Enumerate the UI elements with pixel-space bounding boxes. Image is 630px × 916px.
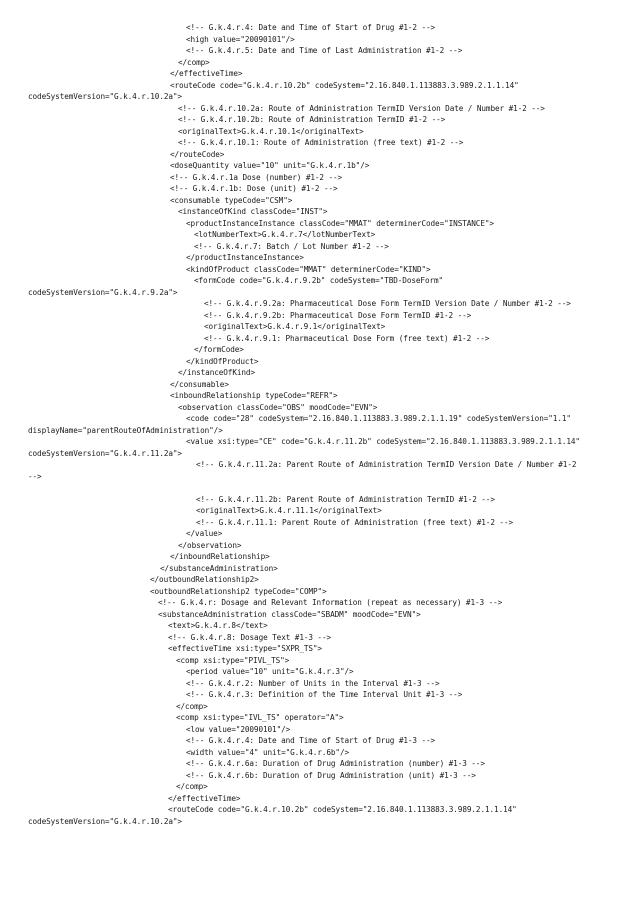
code-line: <comp xsi:type="PIVL_TS"> [176, 655, 290, 665]
code-line: <!-- G.k.4.r.10.1: Route of Administration (free text) #1-2 --> [178, 138, 464, 147]
code-line: <!-- G.k.4.r.10.2b: Route of Administration TermID #1-2 --> [178, 115, 446, 124]
code-line: </comp> [178, 57, 210, 67]
code-line: <kindOfProduct classCode="MMAT" determinerCode="KIND"> [186, 264, 431, 274]
code-line: <productInstanceInstance classCode="MMAT" determinerCode="INSTANCE"> [186, 218, 494, 228]
code-line: <!-- G.k.4.r.9.1: Pharmaceutical Dose Form (free text) #1-2 --> [204, 333, 490, 343]
code-line: <value xsi:type="CE" code="G.k.4.r.11.2b" codeSystem="2.16.840.1.113883.3.989.2.1.1.14" [186, 437, 580, 446]
code-line: displayName="parentRouteOfAdministration"/> [28, 425, 223, 435]
code-line: <!-- G.k.4.r.3: Definition of the Time Interval Unit #1-3 --> [186, 690, 463, 699]
code-line: codeSystemVersion="G.k.4.r.10.2a"> [28, 816, 182, 826]
code-line: <!-- G.k.4.r.9.2b: Pharmaceutical Dose Form TermID #1-2 --> [204, 310, 472, 320]
code-line: <!-- G.k.4.r.1a Dose (number) #1-2 --> [170, 172, 343, 182]
code-line: </effectiveTime> [170, 69, 243, 78]
code-line: <originalText>G.k.4.r.10.1</originalText> [178, 126, 364, 136]
code-line: <formCode code="G.k.4.r.9.2b" codeSystem="TBD-DoseForm" [194, 276, 444, 285]
code-line: <inboundRelationship typeCode="REFR"> [170, 391, 338, 400]
code-line: <!-- G.k.4.r.7: Batch / Lot Number #1-2 --> [194, 241, 389, 251]
code-line: <observation classCode="OBS" moodCode="EVN"> [178, 402, 378, 412]
code-line: <originalText>G.k.4.r.11.1</originalText> [196, 506, 382, 515]
code-line: <!-- G.k.4.r.2: Number of Units in the Interval #1-3 --> [186, 678, 440, 688]
code-line: <!-- G.k.4.r.1b: Dose (unit) #1-2 --> [170, 184, 338, 193]
code-line: codeSystemVersion="G.k.4.r.9.2a"> [28, 287, 178, 297]
code-line: <comp xsi:type="IVL_TS" operator="A"> [176, 713, 344, 722]
code-line: <!-- G.k.4.r.4: Date and Time of Start of Drug #1-2 --> [186, 23, 436, 32]
code-line: --> [28, 471, 42, 481]
xml-code-listing [0, 22, 630, 827]
code-line: </outboundRelationship2> [150, 575, 259, 584]
code-line: <instanceOfKind classCode="INST"> [178, 207, 328, 216]
code-line: <!-- G.k.4.r.11.2a: Parent Route of Administration TermID Version Date / Number #1-2 [196, 460, 577, 469]
code-line: <routeCode code="G.k.4.r.10.2b" codeSystem="2.16.840.1.113883.3.989.2.1.1.14" [168, 805, 517, 814]
code-line: </formCode> [194, 345, 244, 354]
code-line: <lotNumberText>G.k.4.r.7</lotNumberText> [194, 230, 376, 239]
code-line: <!-- G.k.4.r.10.2a: Route of Administration TermID Version Date / Number #1-2 --> [178, 103, 545, 113]
code-line: <!-- G.k.4.r.4: Date and Time of Start of Drug #1-3 --> [186, 736, 436, 745]
code-line: </observation> [178, 540, 242, 550]
code-line: </substanceAdministration> [160, 563, 278, 573]
code-line: </instanceOfKind> [178, 368, 255, 377]
code-line: </effectiveTime> [168, 793, 241, 803]
code-line: </productInstanceInstance> [186, 253, 304, 262]
code-line: codeSystemVersion="G.k.4.r.11.2a"> [28, 448, 182, 458]
code-line: <low value="20090101"/> [186, 724, 291, 734]
code-line: <doseQuantity value="10" unit="G.k.4.r.1b"/> [170, 161, 370, 170]
code-line: <width value="4" unit="G.k.4.r.6b"/> [186, 747, 350, 757]
code-line: <effectiveTime xsi:type="SXPR_TS"> [168, 644, 322, 653]
code-line: <code code="28" codeSystem="2.16.840.1.113883.3.989.2.1.1.19" codeSystemVersion="1.1" [186, 414, 571, 423]
code-line: </comp> [176, 701, 208, 711]
code-line: </comp> [176, 782, 208, 791]
code-line: <substanceAdministration classCode="SBADM" moodCode="EVN"> [158, 609, 421, 619]
code-line: <!-- G.k.4.r.6a: Duration of Drug Administration (number) #1-3 --> [186, 759, 485, 768]
code-line: <originalText>G.k.4.r.9.1</originalText> [204, 322, 386, 331]
code-line: <high value="20090101"/> [186, 34, 295, 44]
code-line: <!-- G.k.4.r: Dosage and Relevant Information (repeat as necessary) #1-3 --> [158, 598, 503, 607]
code-line: <period value="10" unit="G.k.4.r.3"/> [186, 667, 354, 676]
code-line [0, 482, 630, 494]
code-line: <!-- G.k.4.r.6b: Duration of Drug Administration (unit) #1-3 --> [186, 770, 476, 780]
code-line: codeSystemVersion="G.k.4.r.10.2a"> [28, 92, 182, 101]
code-line: </consumable> [170, 379, 229, 389]
code-line: </value> [186, 529, 223, 538]
code-line: </inboundRelationship> [170, 552, 270, 561]
code-line: <text>G.k.4.r.8</text> [168, 621, 268, 630]
code-line: <outboundRelationship2 typeCode="COMP"> [150, 586, 327, 596]
code-line: <consumable typeCode="CSM"> [170, 195, 293, 205]
code-line: <!-- G.k.4.r.11.1: Parent Route of Administration (free text) #1-2 --> [196, 517, 513, 527]
code-line: </kindOfProduct> [186, 356, 259, 366]
code-line: <!-- G.k.4.r.8: Dosage Text #1-3 --> [168, 632, 332, 642]
code-line: <!-- G.k.4.r.9.2a: Pharmaceutical Dose Form TermID Version Date / Number #1-2 --> [204, 299, 571, 308]
code-line: <!-- G.k.4.r.5: Date and Time of Last Administration #1-2 --> [186, 46, 463, 55]
code-line: <!-- G.k.4.r.11.2b: Parent Route of Administration TermID #1-2 --> [196, 494, 495, 504]
code-line: <routeCode code="G.k.4.r.10.2b" codeSystem="2.16.840.1.113883.3.989.2.1.1.14" [170, 80, 519, 90]
code-line: </routeCode> [170, 149, 225, 159]
